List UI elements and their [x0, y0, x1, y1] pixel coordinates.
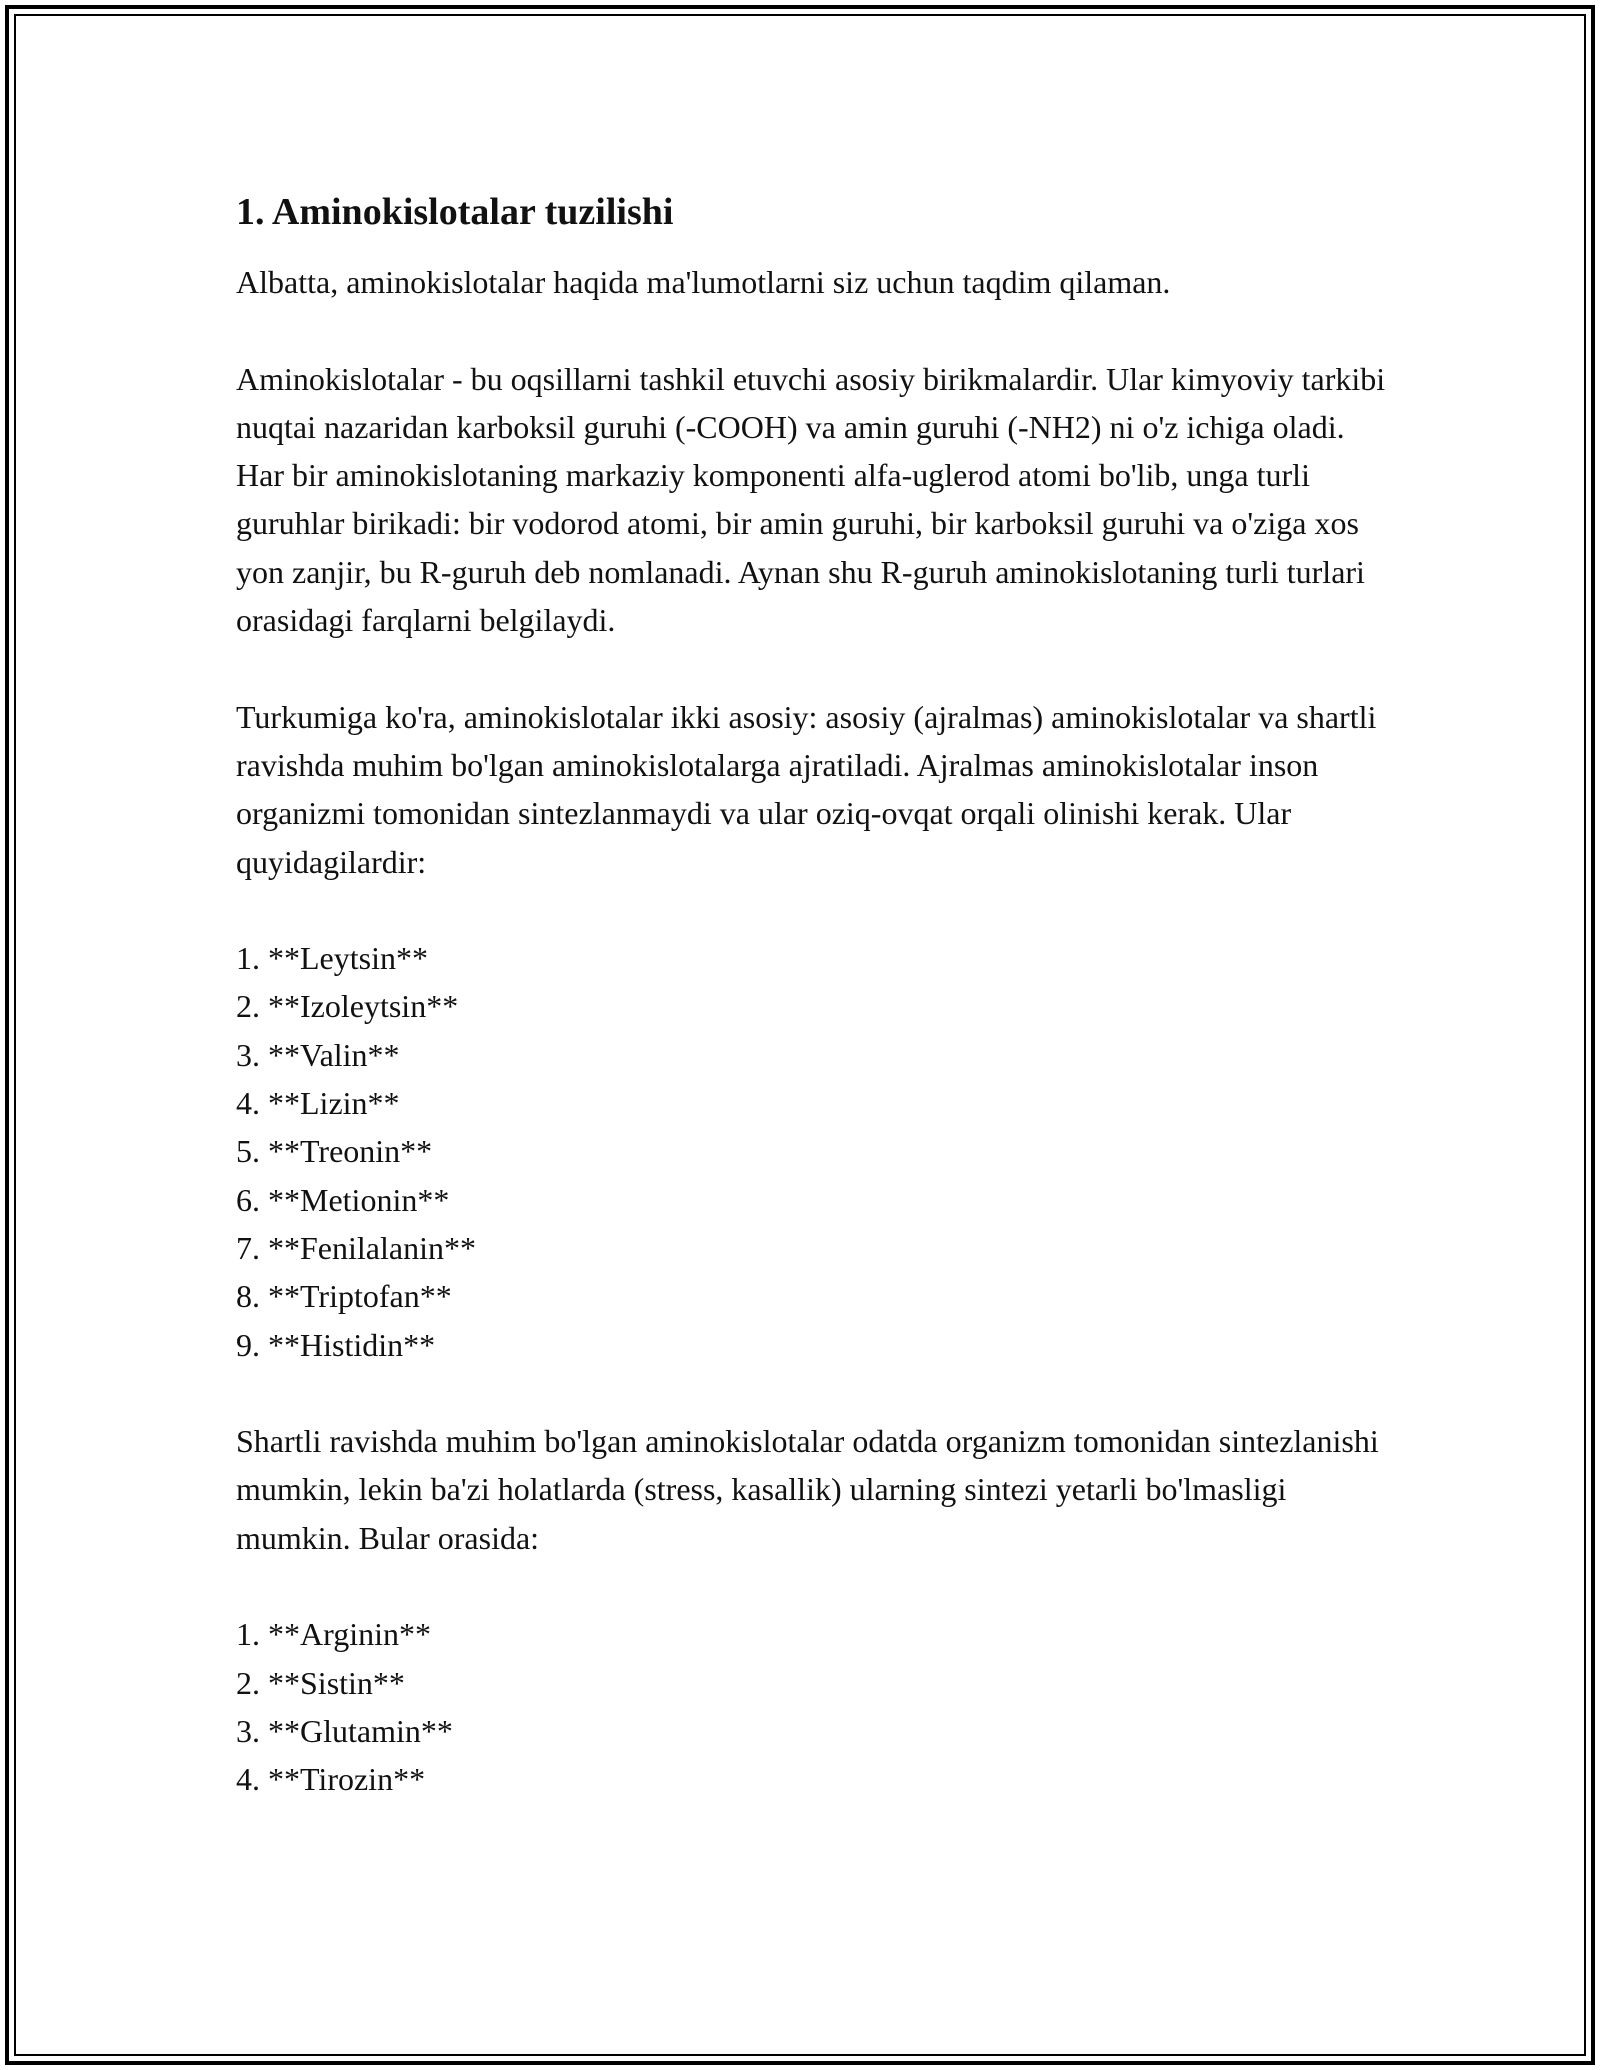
document-content [236, 186, 1396, 1852]
list-item: 2. **Sistin** [236, 1664, 405, 1701]
structure-paragraph: Aminokislotalar - bu oqsillarni tashkil etuvchi asosiy birikmalardir. Ular kimyoviy tarkibi nuqtai nazaridan karboksil guruhi (-COOH) va amin guruhi (-NH2) ni o'z ichiga oladi. Har bir aminokislotaning markaziy komponenti alfa-uglerod atomi bo'lib, unga turli guruhlar birikadi: bir vodorod atomi, bir amin guruhi, bir karboksil guruhi va o'ziga xos yon zanjir, bu R-guruh deb nomlanadi. Aynan shu R-guruh aminokislotaning turli turlari orasidagi farqlarni belgilaydi. [236, 360, 1386, 639]
list-item: 2. **Izoleytsin** [236, 988, 459, 1025]
list-item: 3. **Glutamin** [236, 1712, 453, 1749]
essential-amino-acids-list [236, 934, 1396, 1369]
list-item: 6. **Metionin** [236, 1181, 450, 1218]
list-item: 4. **Lizin** [236, 1085, 400, 1122]
list-item: 3. **Valin** [236, 1036, 400, 1073]
list-item: 8. **Triptofan** [236, 1278, 452, 1315]
intro-paragraph: Albatta, aminokislotalar haqida ma'lumotlarni siz uchun taqdim qilaman. [236, 264, 1171, 300]
list-item: 7. **Fenilalanin** [236, 1229, 476, 1266]
list-item: 9. **Histidin** [236, 1326, 436, 1363]
conditional-paragraph: Shartli ravishda muhim bo'lgan aminokislotalar odatda organizm tomonidan sintezlanishi mumkin, lekin ba'zi holatlarda (stress, kasallik) ularning sintezi yetarli bo'lmasligi mumkin. Bular orasida: [236, 1423, 1379, 1556]
list-item: 1. **Arginin** [236, 1616, 431, 1653]
types-paragraph: Turkumiga ko'ra, aminokislotalar ikki asosiy: asosiy (ajralmas) aminokislotalar va shartli ravishda muhim bo'lgan aminokislotalarga ajratiladi. Ajralmas aminokislotalar inson organizmi tomonidan sintezlanmaydi va ular oziq-ovqat orqali olinishi kerak. Ular quyidagilardir: [236, 698, 1377, 880]
conditional-amino-acids-list [236, 1610, 1396, 1803]
list-item: 5. **Treonin** [236, 1133, 433, 1170]
list-item: 1. **Leytsin** [236, 940, 428, 977]
section-heading: 1. Aminokislotalar tuzilishi [236, 191, 674, 233]
list-item: 4. **Tirozin** [236, 1761, 426, 1798]
